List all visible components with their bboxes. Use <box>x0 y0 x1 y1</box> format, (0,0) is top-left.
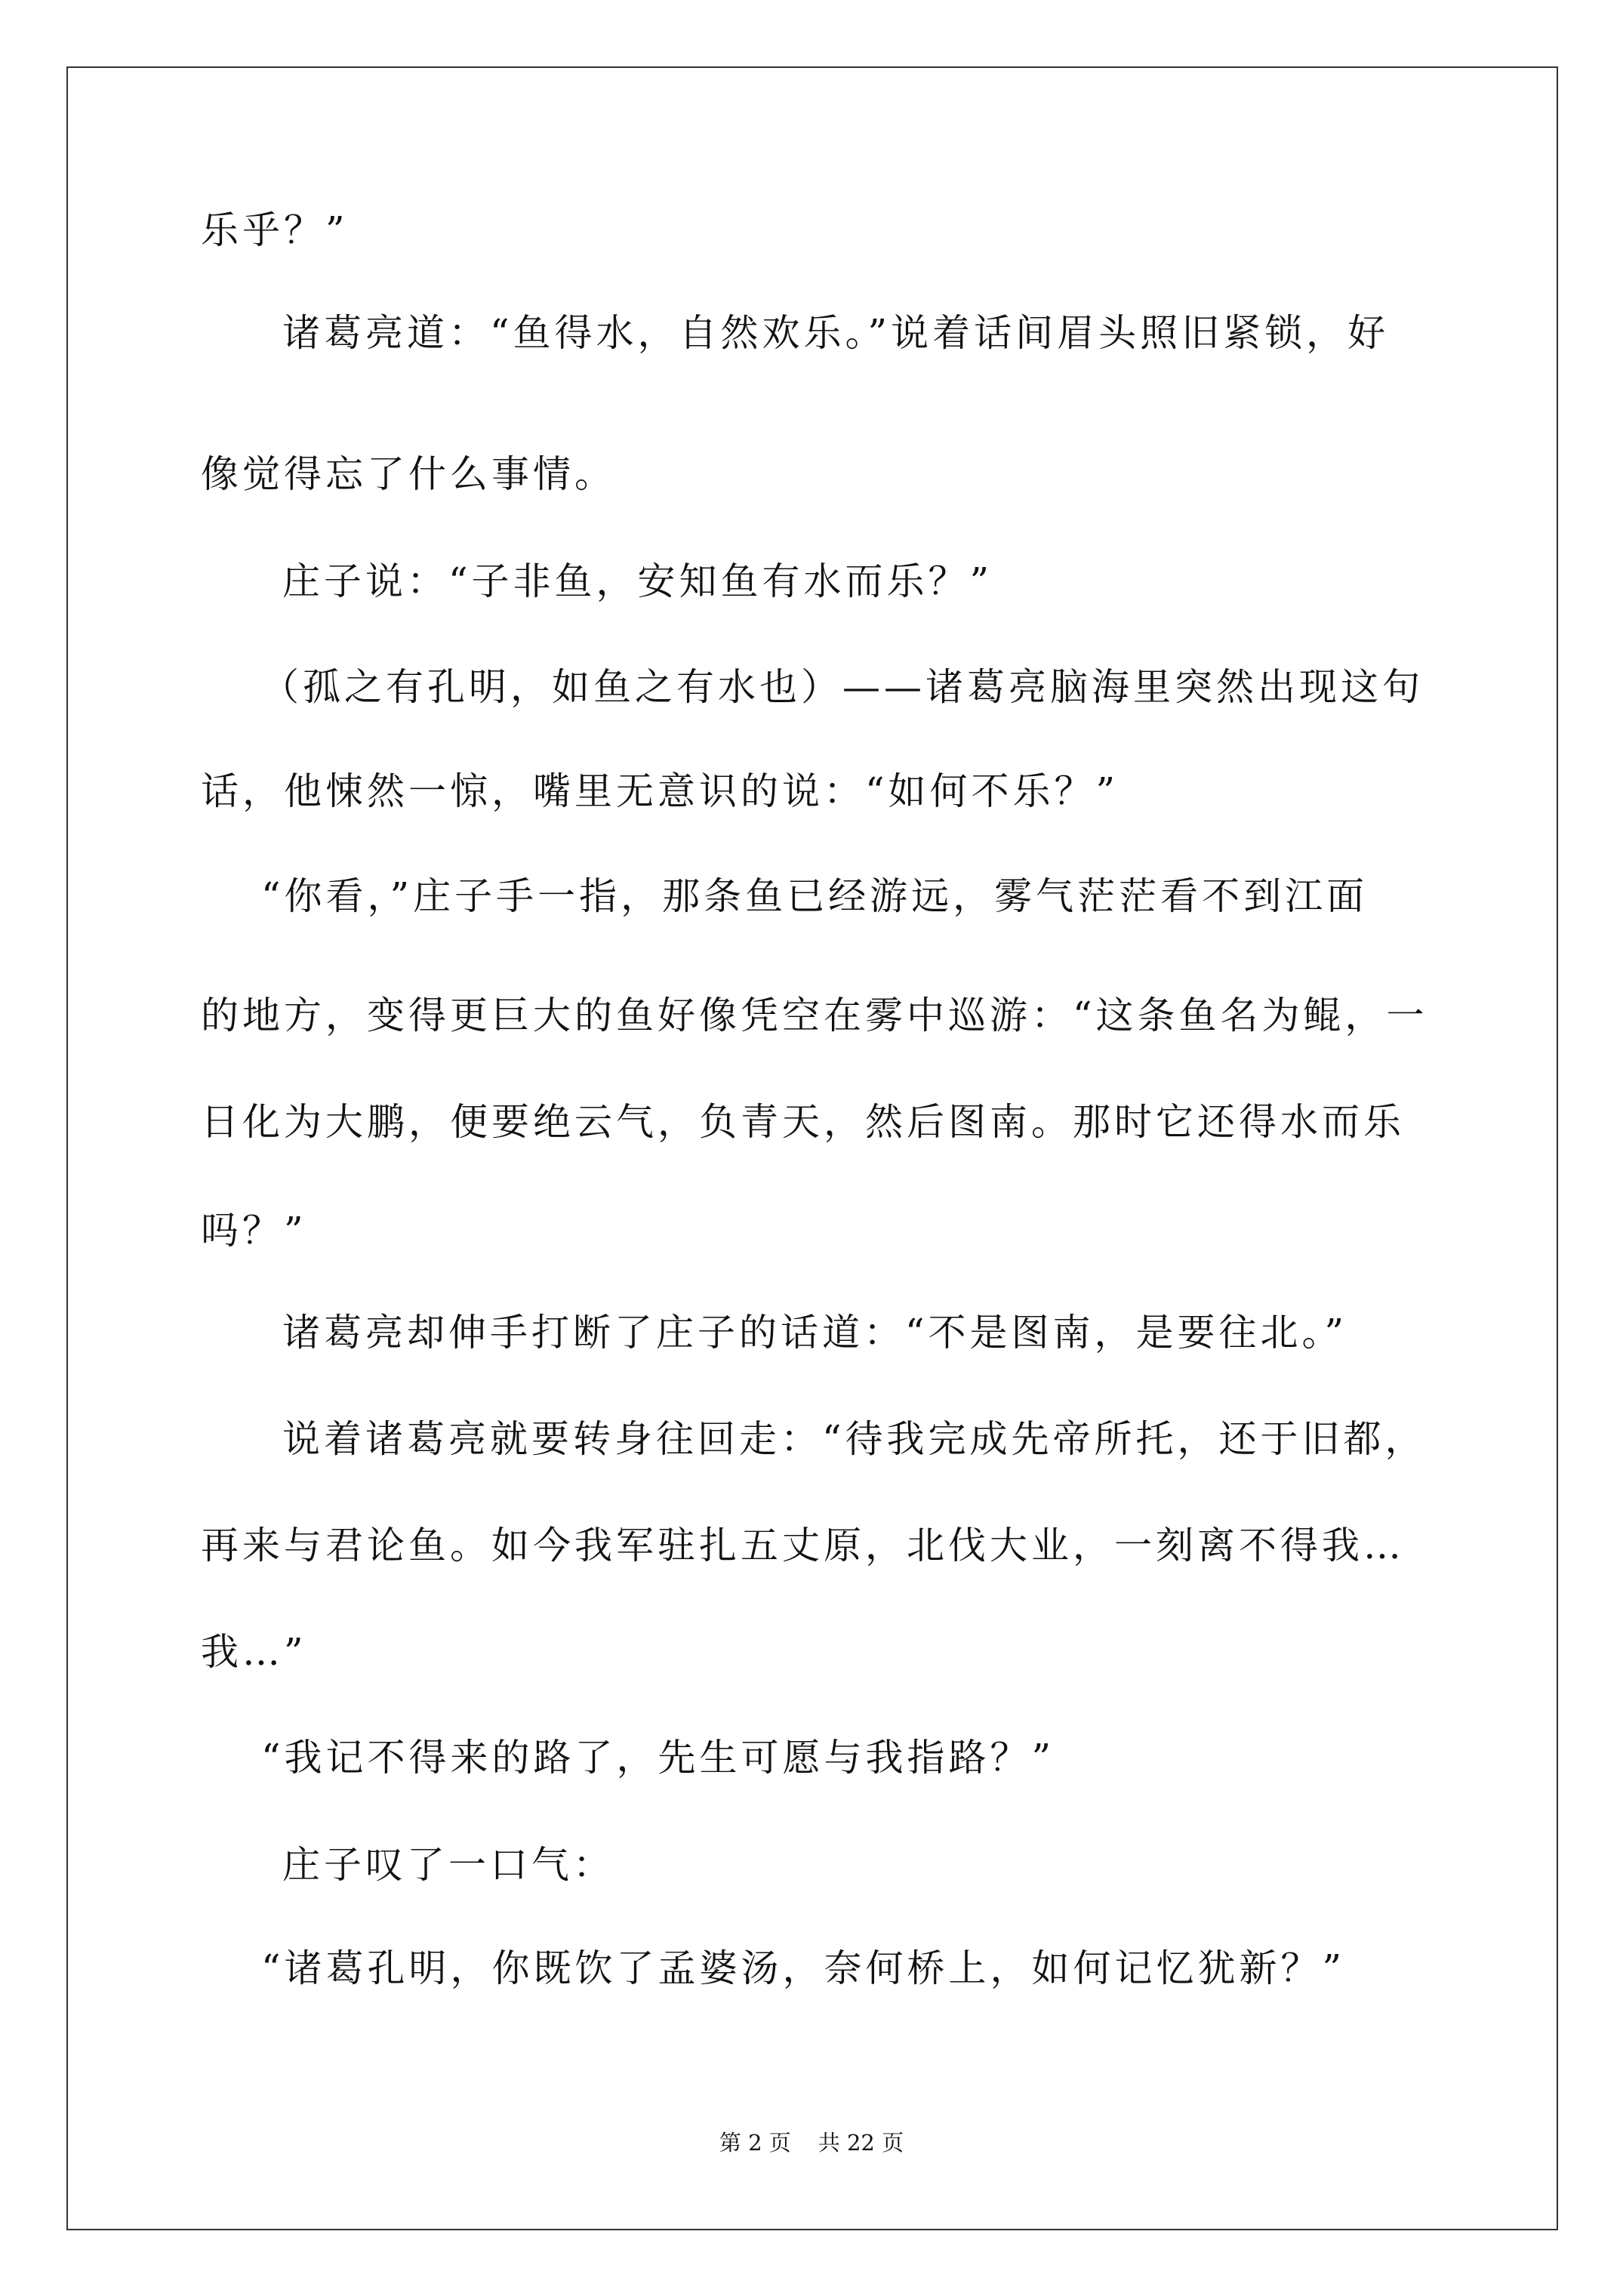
text-line-9: 日化为大鹏，便要绝云气，负青天，然后图南。那时它还得水而乐 <box>201 1100 1405 1144</box>
text-line-3: 像觉得忘了什么事情。 <box>201 452 616 496</box>
text-line-15: “我记不得来的路了，先生可愿与我指路？” <box>261 1736 1055 1780</box>
text-line-14: 我…” <box>201 1630 307 1674</box>
text-line-1: 乐乎？” <box>201 208 349 252</box>
text-line-11: 诸葛亮却伸手打断了庄子的话道：“不是图南，是要往北。” <box>282 1311 1348 1354</box>
page-total: 共 22 页 <box>818 2130 904 2156</box>
text-line-6: 话，他悚然一惊，嘴里无意识的说：“如何不乐？” <box>201 769 1119 813</box>
text-line-16: 庄子叹了一口气： <box>282 1843 614 1887</box>
text-line-12: 说着诸葛亮就要转身往回走：“待我完成先帝所托，还于旧都， <box>282 1417 1427 1461</box>
text-line-2: 诸葛亮道：“鱼得水，自然欢乐。”说着话间眉头照旧紧锁，好 <box>282 311 1390 355</box>
text-line-13: 再来与君论鱼。如今我军驻扎五丈原，北伐大业，一刻离不得我… <box>201 1524 1405 1567</box>
text-line-7: “你看，”庄子手一指，那条鱼已经游远，雾气茫茫看不到江面 <box>261 874 1369 918</box>
page-border <box>66 66 1558 2230</box>
page-footer <box>0 2129 1623 2156</box>
text-line-10: 吗？” <box>201 1209 307 1253</box>
page-number: 第 2 页 <box>719 2130 791 2156</box>
text-line-4: 庄子说：“子非鱼，安知鱼有水而乐？” <box>282 559 993 603</box>
text-line-17: “诸葛孔明，你既饮了孟婆汤，奈何桥上，如何记忆犹新？” <box>261 1946 1346 1990</box>
text-line-8: 的地方，变得更巨大的鱼好像凭空在雾中巡游：“这条鱼名为鲲，一 <box>201 994 1428 1037</box>
text-line-5: （孤之有孔明，如鱼之有水也）——诸葛亮脑海里突然出现这句 <box>261 665 1424 709</box>
